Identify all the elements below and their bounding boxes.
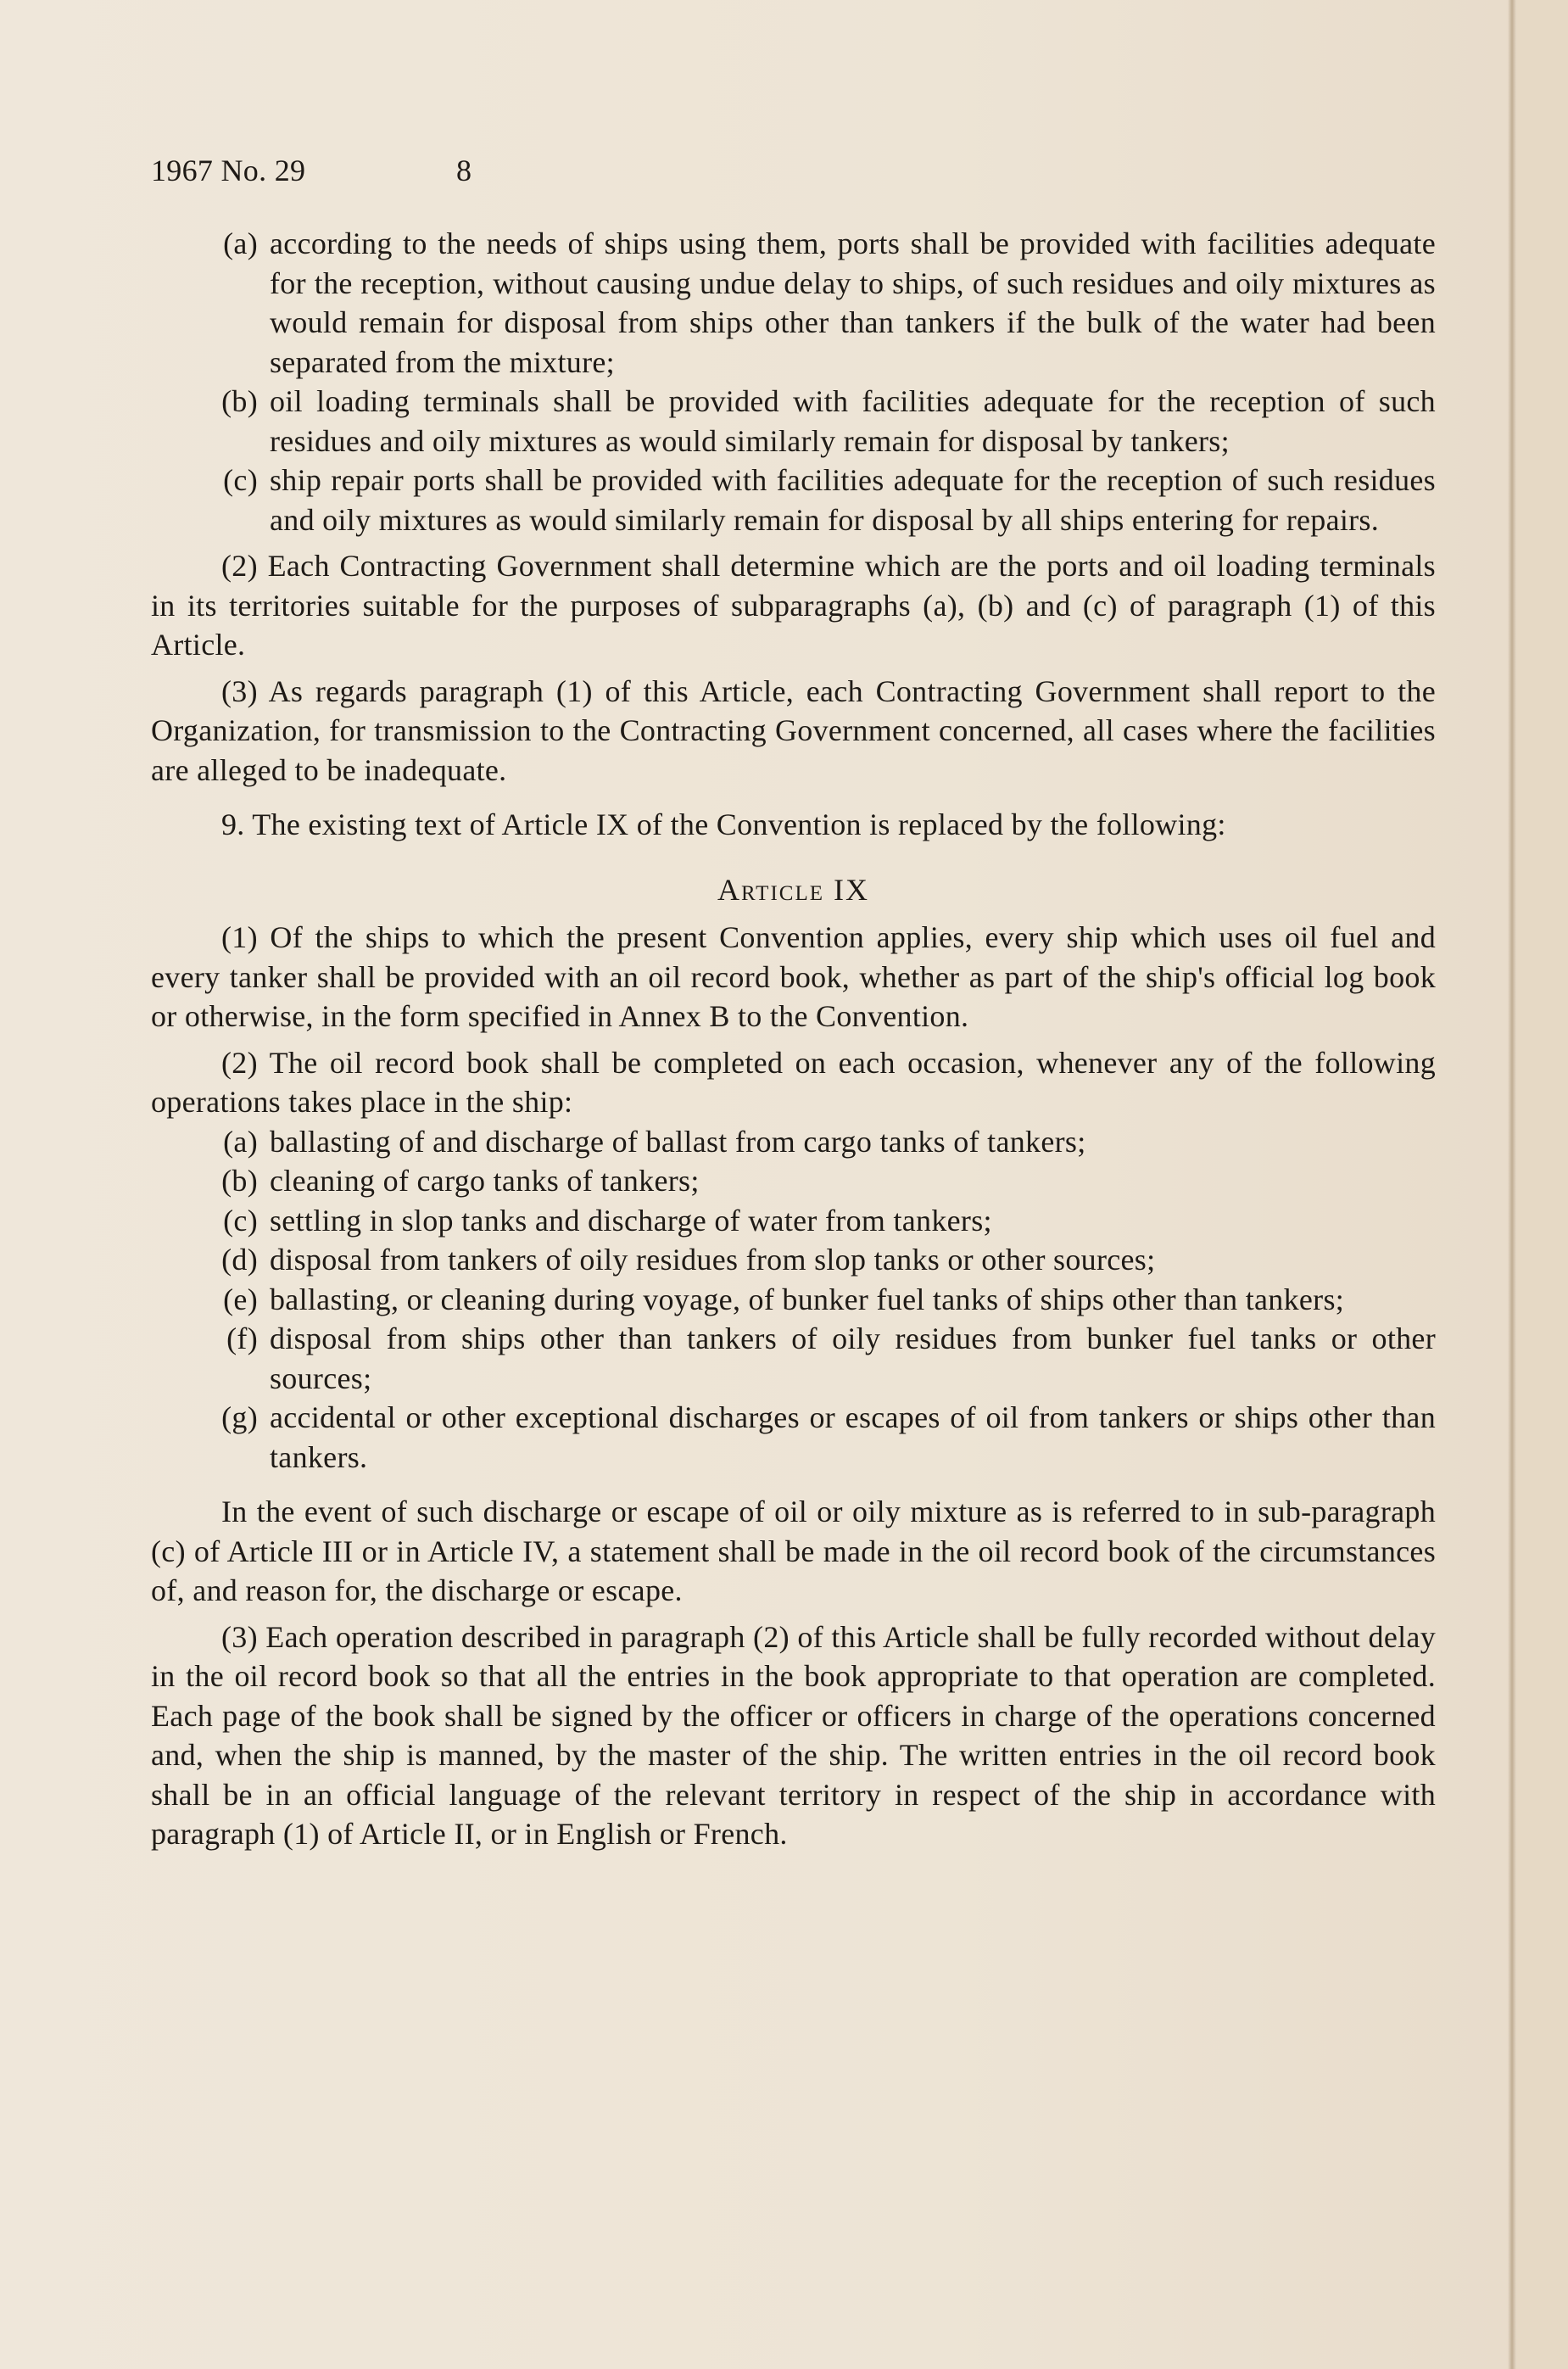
item-label: (e) — [223, 1282, 258, 1316]
adjacent-page-edge — [1516, 0, 1568, 2369]
item-text: cleaning of cargo tanks of tankers; — [270, 1164, 700, 1198]
item-text: ballasting of and discharge of ballast from cargo tanks of tankers; — [270, 1124, 1086, 1159]
item-label: (g) — [221, 1400, 258, 1434]
item-text: oil loading terminals shall be provided with facilities adequate for the reception of such residues and oily mixtures as would similarly remain for disposal by tankers; — [270, 384, 1436, 458]
list-item — [151, 1319, 1436, 1398]
item-text: ship repair ports shall be provided with facilities adequate for the reception of such residues and oily mixtures as would similarly remain for disposal by all ships entering for repairs. — [270, 463, 1436, 537]
year-number: 1967 No. 29 — [151, 154, 306, 187]
item-text: disposal from ships other than tankers of oily residues from bunker fuel tanks or other sources; — [270, 1321, 1436, 1395]
list-item — [151, 224, 1436, 382]
list-item — [151, 382, 1436, 461]
article-heading: Article IX — [717, 872, 869, 907]
section-9-paragraph: 9. The existing text of Article IX of the Convention is replaced by the following: — [221, 807, 1226, 841]
article-paragraph-3: (3) Each operation described in paragraph (2) of this Article shall be fully recorded without delay in the oil record book so that all the entries in the book appropriate to that operation are completed. Each page of the book shall be signed by the officer or officers in charge of the operations concerned and, when the ship is manned, by the master of the ship. The written entries in the oil record book shall be in an official language of the relevant territory in respect of the ship in accordance with paragraph (1) of Article II, or in English or French. — [151, 1619, 1436, 1851]
item-text: accidental or other exceptional discharges or escapes of oil from tankers or ships other than tankers. — [270, 1400, 1436, 1474]
list-item — [151, 1201, 1436, 1241]
list-item — [151, 1161, 1436, 1201]
list-item — [151, 1280, 1436, 1320]
page-number: 8 — [456, 154, 472, 187]
item-label: (b) — [221, 384, 258, 418]
page-content — [151, 151, 1436, 1854]
operations-list — [151, 1122, 1436, 1478]
list-item — [151, 1122, 1436, 1162]
article-paragraph-2: (2) The oil record book shall be completed on each occasion, whenever any of the following operations takes place in the ship: — [151, 1045, 1436, 1119]
item-label: (d) — [221, 1243, 258, 1277]
paragraph-2: (2) Each Contracting Government shall determine which are the ports and oil loading terminals in its territories suitable for the purposes of subparagraphs (a), (b) and (c) of paragraph (1) of this Article. — [151, 549, 1436, 662]
item-label: (c) — [223, 1203, 258, 1238]
item-text: disposal from tankers of oily residues from slop tanks or other sources; — [270, 1243, 1156, 1277]
item-text: ballasting, or cleaning during voyage, of bunker fuel tanks of ships other than tankers; — [270, 1282, 1345, 1316]
item-label: (a) — [223, 1124, 258, 1159]
item-label: (a) — [223, 226, 258, 260]
page-fold — [1508, 0, 1516, 2369]
list-item — [151, 1240, 1436, 1280]
event-paragraph: In the event of such discharge or escape of oil or oily mixture as is referred to in sub-paragraph (c) of Article III or in Article IV, a statement shall be made in the oil record book of the circumstances of, and reason for, the discharge or escape. — [151, 1495, 1436, 1607]
item-text: according to the needs of ships using them, ports shall be provided with facilities adequate for the reception, without causing undue delay to ships, of such residues and oily mixtures as would remain for disposal from ships other than tankers if the bulk of the water had been separated from the mixture; — [270, 226, 1436, 379]
list-item — [151, 1398, 1436, 1477]
item-label: (b) — [221, 1164, 258, 1198]
item-label: (f) — [226, 1321, 258, 1355]
paragraph-3: (3) As regards paragraph (1) of this Article, each Contracting Government shall report to the Organization, for transmission to the Contracting Government concerned, all cases where the facilities are alleged to be inadequate. — [151, 673, 1436, 787]
intro-list — [151, 224, 1436, 539]
item-text: settling in slop tanks and discharge of water from tankers; — [270, 1203, 992, 1238]
article-paragraph-1: (1) Of the ships to which the present Convention applies, every ship which uses oil fuel and every tanker shall be provided with an oil record book, whether as part of the ship's official log book or otherwise, in the form specified in Annex B to the Convention. — [151, 920, 1436, 1033]
item-label: (c) — [223, 463, 258, 497]
page-header — [151, 151, 1436, 190]
list-item — [151, 461, 1436, 539]
